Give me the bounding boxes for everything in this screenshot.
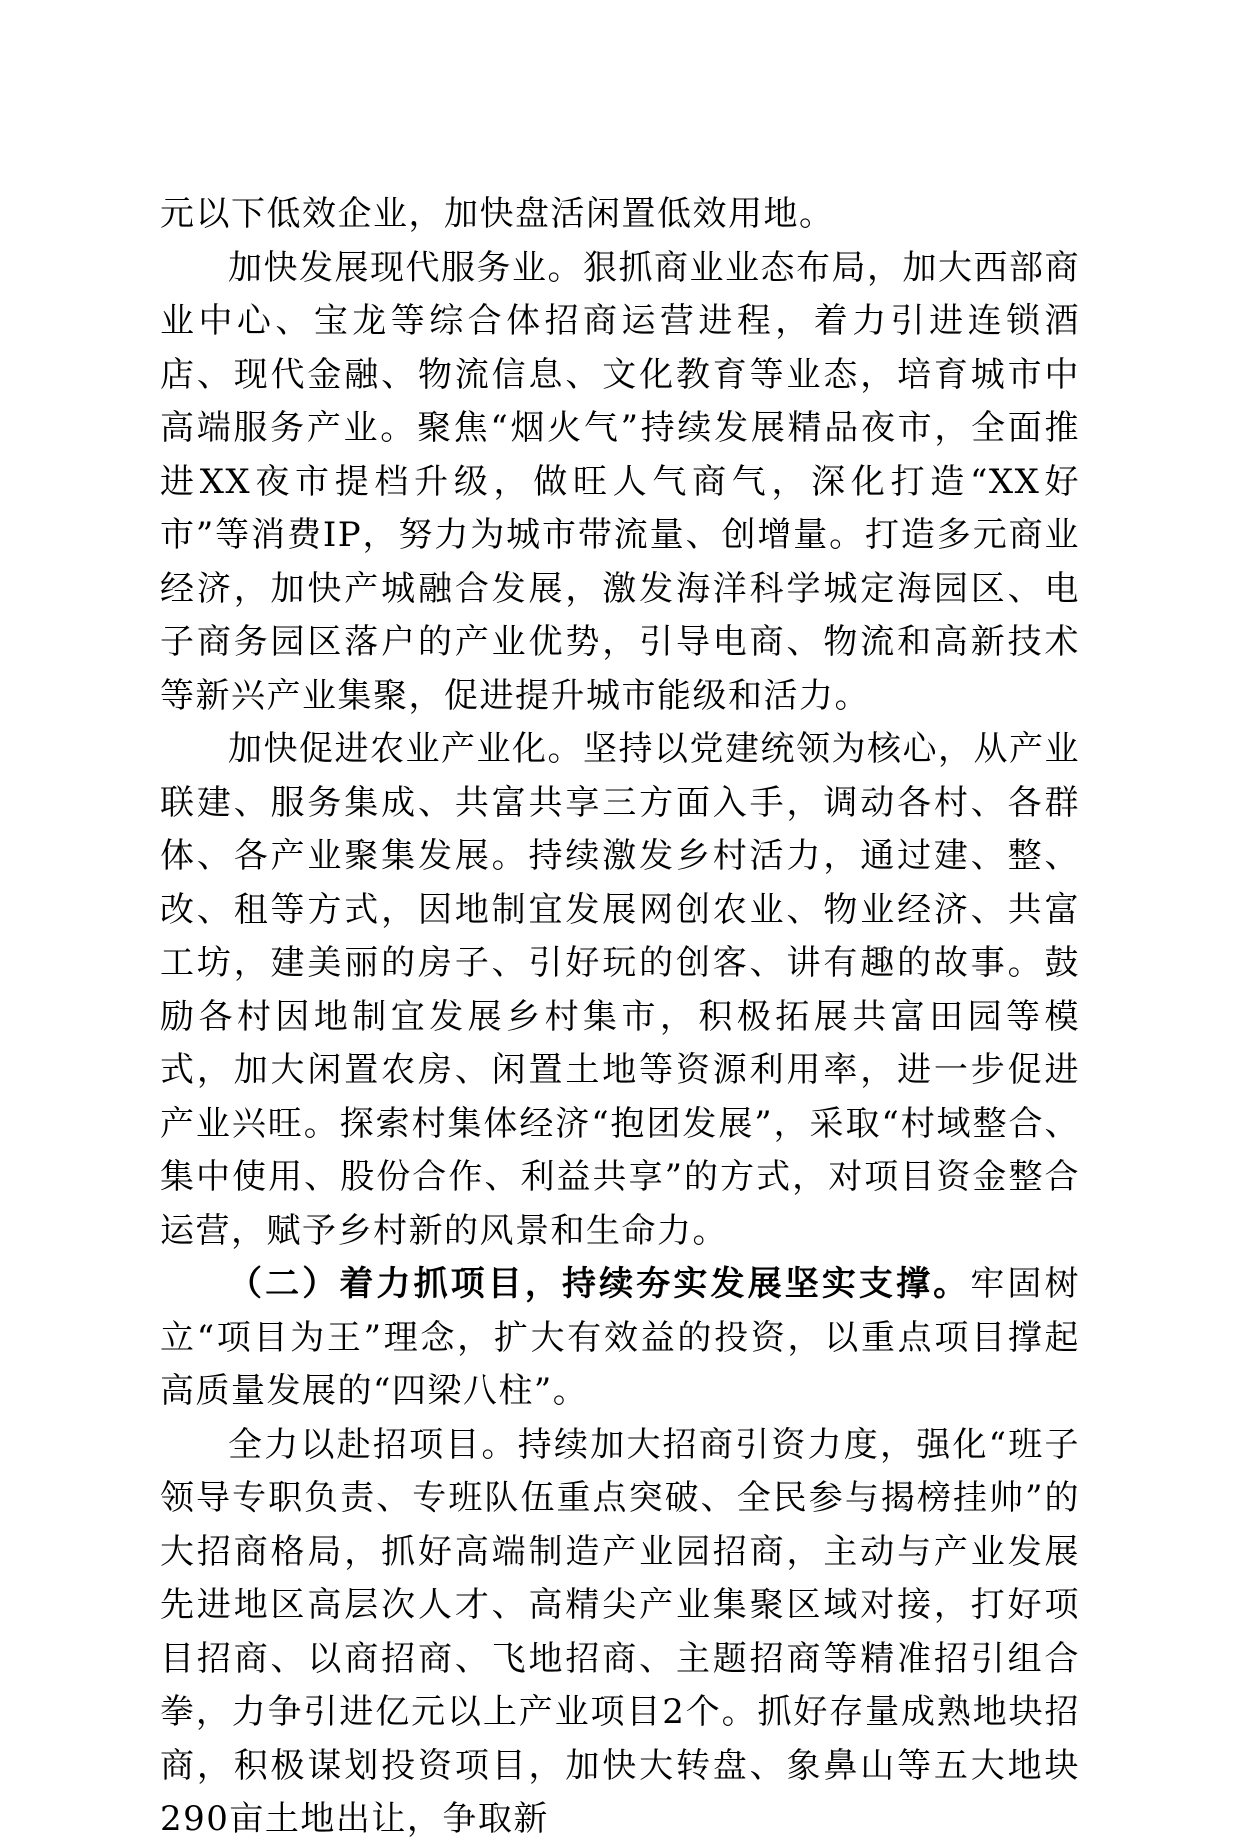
paragraph-investment: 全力以赴招项目。持续加大招商引资力度，强化“班子领导专职负责、专班队伍重点突破、全民参与揭榜挂帅”的大招商格局，抓好高端制造产业园招商，主动与产业发展先进地区高层次人才、高精尖产业集聚区域对接，打好项目招商、以商招商、飞地招商、主题招商等精准招引组合拳，力争引进亿元以上产业项目2个。抓好存量成熟地块招商，积极谋划投资项目，加快大转盘、象鼻山等五大地块290亩土地出让，争取新 <box>160 1424 1080 1839</box>
paragraph-modern-services: 加快发展现代服务业。狠抓商业业态布局，加大西部商业中心、宝龙等综合体招商运营进程，着力引进连锁酒店、现代金融、物流信息、文化教育等业态，培育城市中高端服务产业。聚焦“烟火气”持续发展精品夜市，全面推进XX夜市提档升级，做旺人气商气，深化打造“XX好市”等消费IP，努力为城市带流量、创增量。打造多元商业经济，加快产城融合发展，激发海洋科学城定海园区、电子商务园区落户的产业优势，引导电商、物流和高新技术等新兴产业集聚，促进提升城市能级和活力。 <box>160 247 1080 716</box>
document-page <box>160 188 1080 1847</box>
section-heading-paragraph <box>160 1258 1080 1419</box>
section-heading: （二）着力抓项目，持续夯实发展坚实支撑。 <box>228 1264 971 1304</box>
paragraph-agriculture: 加快促进农业产业化。坚持以党建统领为核心，从产业联建、服务集成、共富共享三方面入手，调动各村、各群体、各产业聚集发展。持续激发乡村活力，通过建、整、改、租等方式，因地制宜发展网创农业、物业经济、共富工坊，建美丽的房子、引好玩的创客、讲有趣的故事。鼓励各村因地制宜发展乡村集市，积极拓展共富田园等模式，加大闲置农房、闲置土地等资源利用率，进一步促进产业兴旺。探索村集体经济“抱团发展”，采取“村域整合、集中使用、股份合作、利益共享”的方式，对项目资金整合运营，赋予乡村新的风景和生命力。 <box>160 729 1080 1251</box>
paragraph-continuation: 元以下低效企业，加快盘活闲置低效用地。 <box>160 194 835 234</box>
section-heading-body: 牢固树立“项目为王”理念，扩大有效益的投资，以重点项目撑起高质量发展的“四梁八柱”。 <box>160 1264 1081 1411</box>
